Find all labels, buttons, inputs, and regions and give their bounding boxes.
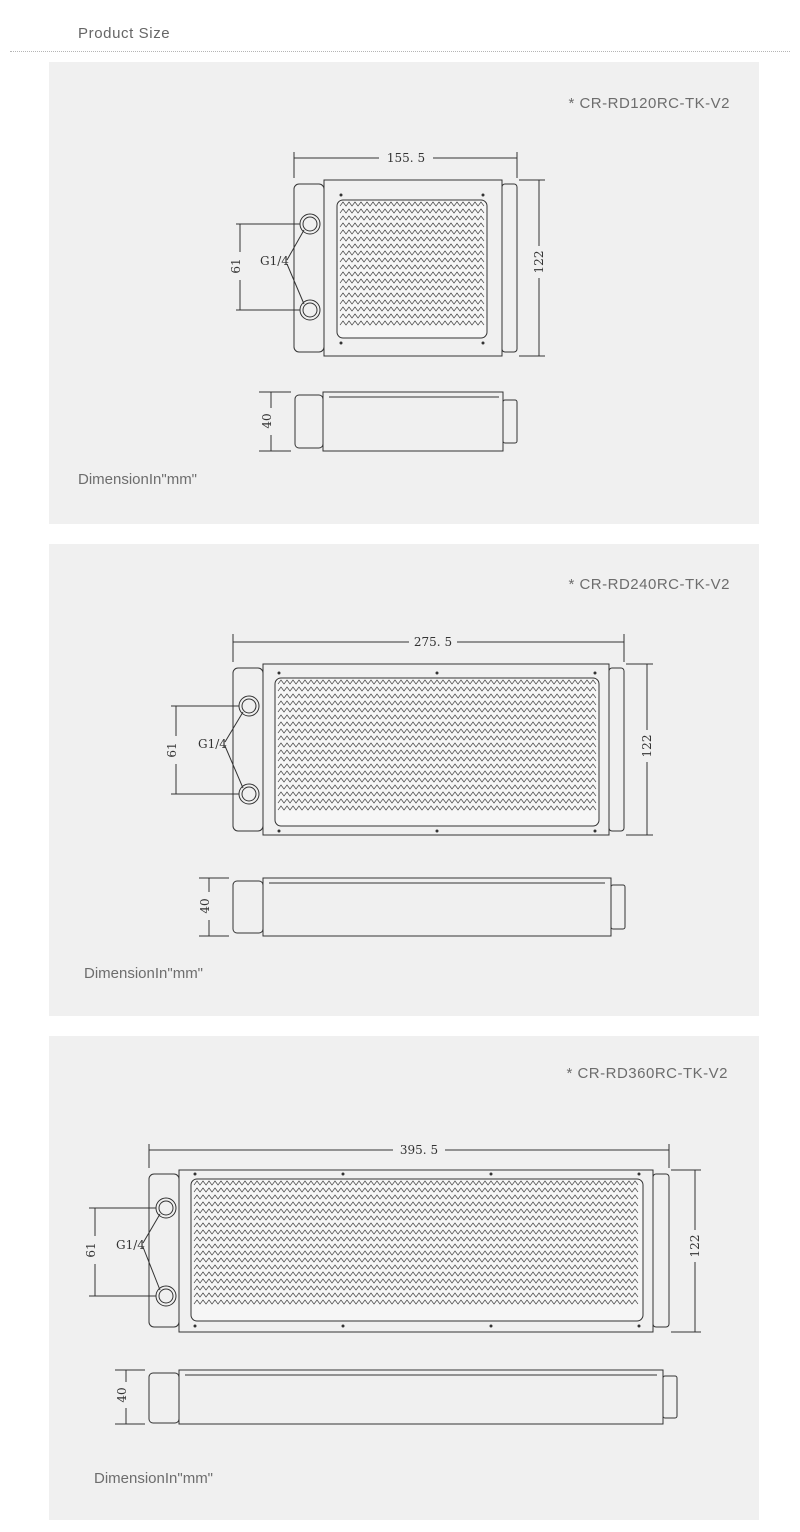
model-name: * CR-RD240RC-TK-V2 bbox=[568, 576, 730, 593]
unit-note: DimensionIn"mm" bbox=[84, 965, 204, 982]
width-value: 395. 5 bbox=[399, 1143, 439, 1157]
product-panel-rd360 bbox=[49, 1036, 759, 1520]
thread-label bbox=[116, 1214, 160, 1290]
radiator-top-view bbox=[294, 180, 517, 356]
thickness-value: 40 bbox=[198, 898, 212, 914]
mounting-hole bbox=[194, 1325, 197, 1328]
height-dimension bbox=[626, 664, 654, 835]
mounting-hole bbox=[594, 830, 597, 833]
mounting-hole bbox=[436, 672, 439, 675]
radiator-side-view bbox=[115, 1370, 677, 1424]
mounting-hole bbox=[340, 194, 343, 197]
product-panel-rd240 bbox=[49, 544, 759, 1016]
mounting-hole bbox=[342, 1325, 345, 1328]
mounting-hole bbox=[482, 194, 485, 197]
dimension-drawing bbox=[49, 62, 759, 524]
height-value: 122 bbox=[532, 250, 546, 274]
width-value: 155. 5 bbox=[386, 151, 426, 165]
height-value: 122 bbox=[688, 1234, 702, 1258]
width-value: 275. 5 bbox=[413, 635, 453, 649]
mounting-hole bbox=[594, 672, 597, 675]
thread-label bbox=[260, 230, 304, 304]
unit-note: DimensionIn"mm" bbox=[78, 471, 198, 488]
thickness-value: 40 bbox=[115, 1387, 129, 1403]
width-dimension bbox=[233, 634, 624, 662]
product-panel-rd120 bbox=[49, 62, 759, 524]
width-dimension bbox=[149, 1143, 669, 1168]
height-value: 122 bbox=[640, 734, 654, 758]
mounting-hole bbox=[482, 342, 485, 345]
radiator-top-view bbox=[233, 664, 624, 835]
thread-value: G1/4 bbox=[260, 254, 289, 268]
thread-label bbox=[198, 712, 243, 788]
radiator-side-view bbox=[198, 878, 625, 936]
mounting-hole bbox=[436, 830, 439, 833]
mounting-hole bbox=[638, 1325, 641, 1328]
mounting-hole bbox=[278, 672, 281, 675]
model-name: * CR-RD120RC-TK-V2 bbox=[568, 95, 730, 112]
mounting-hole bbox=[342, 1173, 345, 1176]
width-dimension bbox=[294, 151, 517, 178]
radiator-side-view bbox=[259, 392, 517, 451]
height-dimension bbox=[671, 1170, 702, 1332]
thickness-value: 40 bbox=[260, 413, 274, 429]
header-divider bbox=[10, 51, 790, 52]
thread-value: G1/4 bbox=[116, 1238, 145, 1252]
dimension-drawing bbox=[49, 544, 759, 1016]
page-header bbox=[0, 0, 800, 52]
dimension-drawing bbox=[49, 1036, 759, 1520]
section-title: Product Size bbox=[78, 25, 171, 42]
mounting-hole bbox=[490, 1173, 493, 1176]
port-spacing-value: 61 bbox=[165, 742, 179, 758]
mounting-hole bbox=[490, 1325, 493, 1328]
mounting-hole bbox=[638, 1173, 641, 1176]
height-dimension bbox=[519, 180, 546, 356]
mounting-hole bbox=[278, 830, 281, 833]
radiator-top-view bbox=[149, 1170, 669, 1332]
mounting-hole bbox=[194, 1173, 197, 1176]
model-name: * CR-RD360RC-TK-V2 bbox=[566, 1065, 728, 1082]
mounting-hole bbox=[340, 342, 343, 345]
port-spacing-value: 61 bbox=[229, 258, 243, 274]
port-spacing-value: 61 bbox=[84, 1242, 98, 1258]
unit-note: DimensionIn"mm" bbox=[94, 1470, 214, 1487]
thread-value: G1/4 bbox=[198, 737, 227, 751]
